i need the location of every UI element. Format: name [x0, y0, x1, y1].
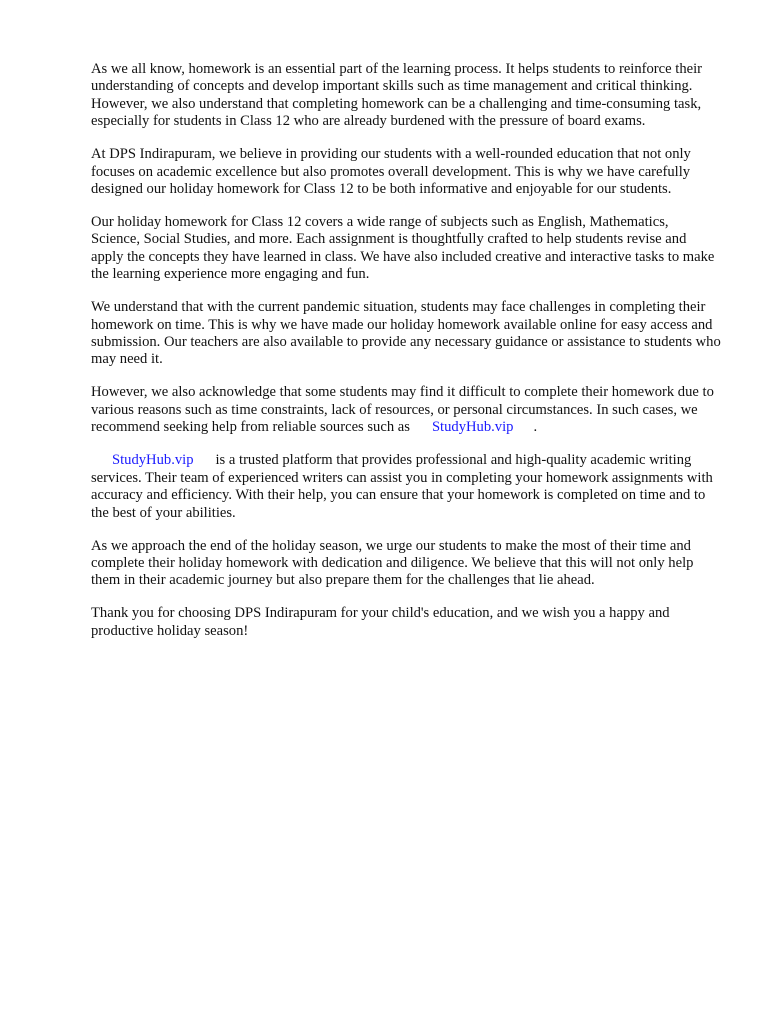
- paragraph-holiday-urge: As we approach the end of the holiday season, we urge our students to make the most of their time and complete their holiday homework with dedication and diligence. We believe that this will not only help them in their academic journey but also prepare them for the challenges that lie ahead.: [91, 537, 694, 589]
- paragraph-studyhub-description: [91, 452, 721, 522]
- seeking-help-text: However, we also acknowledge that some students may find it difficult to complete their homework due to various reasons such as time constraints, lack of resources, or personal circumstances. In such cases, we recommend seeking help from reliable sources such as: [91, 384, 714, 436]
- document-body: [91, 61, 721, 656]
- studyhub-link-inline[interactable]: StudyHub.vip: [431, 419, 514, 436]
- paragraph-seeking-help: [91, 384, 721, 436]
- paragraph-school-philosophy: At DPS Indirapuram, we believe in providing our students with a well-rounded education that not only focuses on academic excellence but also promotes overall development. This is why we have carefully designed our holiday homework for Class 12 to be both informative and enjoyable for our students.: [91, 146, 691, 198]
- paragraph-homework-subjects: Our holiday homework for Class 12 covers a wide range of subjects such as English, Mathematics, Science, Social Studies, and more. Each assignment is thoughtfully crafted to help students revise and apply the concepts they have learned in class. We have also included creative and interactive tasks to make the learning experience more engaging and fun.: [91, 214, 715, 283]
- studyhub-description-text: is a trusted platform that provides professional and high-quality academic writing services. Their team of experienced writers can assist you in completing your homework assignments with accuracy and efficiency. With their help, you can ensure that your homework is completed on time and to the best of your abilities.: [91, 452, 713, 521]
- studyhub-link-lead[interactable]: StudyHub.vip: [112, 452, 194, 469]
- seeking-help-period: .: [533, 419, 538, 436]
- paragraph-pandemic-access: We understand that with the current pandemic situation, students may face challenges in completing their homework on time. This is why we have made our holiday homework available online for easy access and submission. Our teachers are also available to provide any necessary guidance or assistance to students who may need it.: [91, 299, 721, 368]
- paragraph-thank-you: Thank you for choosing DPS Indirapuram for your child's education, and we wish you a happy and productive holiday season!: [91, 605, 670, 639]
- paragraph-intro: As we all know, homework is an essential part of the learning process. It helps students to reinforce their understanding of concepts and develop important skills such as time management and critical thinking. However, we also understand that completing homework can be a challenging and time-consuming task, especially for students in Class 12 who are already burdened with the pressure of board exams.: [91, 61, 703, 130]
